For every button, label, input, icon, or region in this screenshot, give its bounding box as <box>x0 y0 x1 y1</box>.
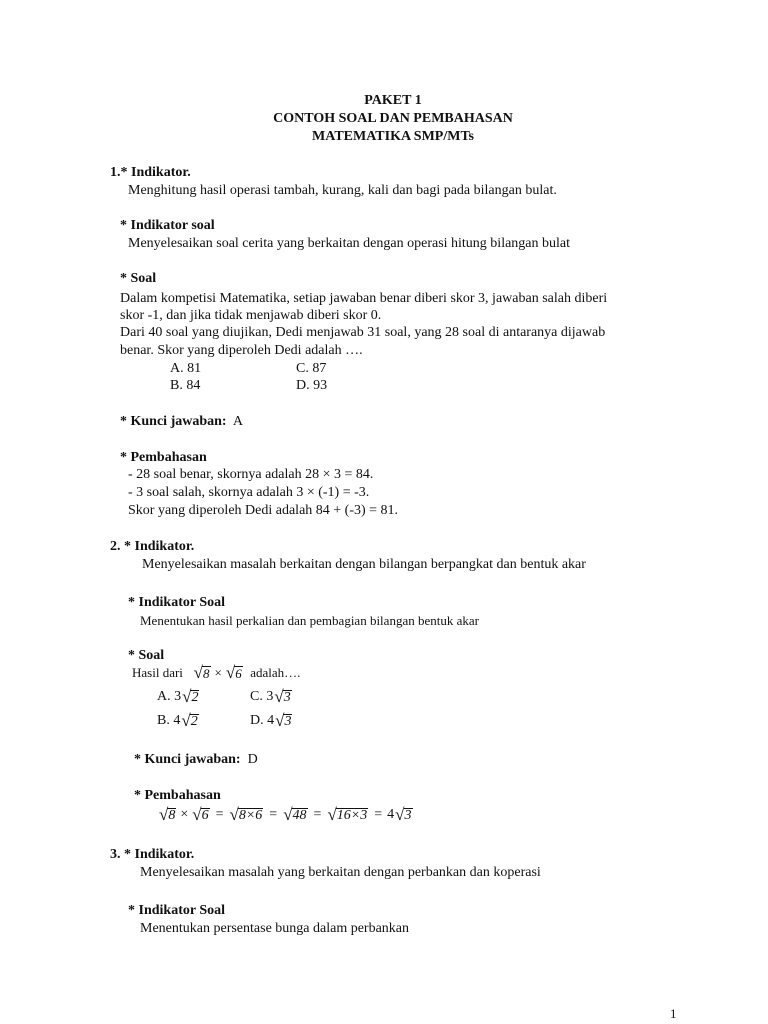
q1-option-d: D. 93 <box>296 378 328 393</box>
q3-indikator-label: 3. * Indikator. <box>110 847 195 862</box>
q2-option-a-prefix: A. 3 <box>157 689 182 704</box>
q1-pembahasan-label: * Pembahasan <box>120 450 207 465</box>
page-number: 1 <box>670 1006 677 1021</box>
q2-option-d <box>250 712 293 729</box>
equals-sign: = <box>215 807 224 822</box>
q2-soal-expression <box>132 664 300 681</box>
q1-indikator-soal-label: * Indikator soal <box>120 218 215 233</box>
q1-indikator-soal-text: Menyelesaikan soal cerita yang berkaitan dengan operasi hitung bilangan bulat <box>128 236 571 251</box>
q2-soal-prefix: Hasil dari <box>132 665 183 680</box>
times-sign: × <box>180 807 189 822</box>
q2-pembahasan-label: * Pembahasan <box>134 788 221 803</box>
sqrt-2: √ 2 <box>182 687 199 706</box>
q2-kunci-label: * Kunci jawaban: <box>134 752 241 767</box>
pembahasan-coefficient: 4 <box>387 807 395 822</box>
q1-soal-line-2: skor -1, dan jika tidak menjawab diberi skor 0. <box>120 308 382 323</box>
equals-sign: = <box>269 807 278 822</box>
q1-pembahasan-line-2: - 3 soal salah, skornya adalah 3 × (-1) = -3. <box>128 485 370 500</box>
sqrt-3: √ 3 <box>275 711 292 730</box>
sqrt-8: √ 8 <box>159 805 176 824</box>
sqrt-2: √ 2 <box>181 711 198 730</box>
sqrt-6: √ 6 <box>192 805 209 824</box>
q1-pembahasan-line-3: Skor yang diperoleh Dedi adalah 84 + (-3) = 81. <box>128 503 399 518</box>
q2-option-c-prefix: C. 3 <box>250 689 274 704</box>
q1-kunci-jawaban <box>120 413 243 430</box>
equals-sign: = <box>374 807 383 822</box>
q1-indikator-text: Menghitung hasil operasi tambah, kurang, kali dan bagi pada bilangan bulat. <box>128 183 557 198</box>
sqrt-8: √ 8 <box>193 663 210 682</box>
sqrt-48: √ 48 <box>283 805 307 824</box>
q2-option-b-prefix: B. 4 <box>157 713 181 728</box>
q2-indikator-label: 2. * Indikator. <box>110 539 195 554</box>
q2-option-d-prefix: D. 4 <box>250 713 275 728</box>
q1-soal-line-3: Dari 40 soal yang diujikan, Dedi menjawab 31 soal, yang 28 soal di antaranya dijawab <box>120 325 606 340</box>
q2-soal-suffix: adalah…. <box>250 665 301 680</box>
q2-indikator-text: Menyelesaikan masalah berkaitan dengan bilangan berpangkat dan bentuk akar <box>142 557 586 572</box>
page-title-line-1: PAKET 1 <box>364 93 422 108</box>
q1-pembahasan-line-1: - 28 soal benar, skornya adalah 28 × 3 = 84. <box>128 467 374 482</box>
sqrt-6: √ 6 <box>225 663 242 682</box>
page-title-line-2: CONTOH SOAL DAN PEMBAHASAN <box>273 111 513 126</box>
q2-indikator-soal-text: Menentukan hasil perkalian dan pembagian bilangan bentuk akar <box>140 613 479 628</box>
q2-option-c <box>250 688 293 705</box>
q1-indikator-label: 1.* Indikator. <box>110 165 191 180</box>
sqrt-8x6: √ 8×6 <box>229 805 263 824</box>
q1-kunci-value: A <box>232 414 243 429</box>
sqrt-3: √ 3 <box>395 805 412 824</box>
q1-soal-line-4: benar. Skor yang diperoleh Dedi adalah …. <box>120 343 363 358</box>
q1-kunci-label: * Kunci jawaban: <box>120 414 227 429</box>
q1-option-b: B. 84 <box>170 378 201 393</box>
q2-kunci-value: D <box>247 752 258 767</box>
q2-kunci-jawaban <box>134 751 258 768</box>
equals-sign: = <box>313 807 322 822</box>
page-title-line-3: MATEMATIKA SMP/MTs <box>312 129 474 144</box>
q2-option-b <box>157 712 200 729</box>
q2-pembahasan-expression <box>158 806 414 823</box>
q2-option-a <box>157 688 200 705</box>
q2-soal-label: * Soal <box>128 648 165 663</box>
q1-option-c: C. 87 <box>296 361 327 376</box>
q1-option-a: A. 81 <box>170 361 202 376</box>
q3-indikator-soal-text: Menentukan persentase bunga dalam perbankan <box>140 921 410 936</box>
q1-soal-label: * Soal <box>120 271 157 286</box>
sqrt-16x3: √ 16×3 <box>327 805 368 824</box>
q1-soal-line-1: Dalam kompetisi Matematika, setiap jawaban benar diberi skor 3, jawaban salah diberi <box>120 291 608 306</box>
times-sign: × <box>214 665 222 680</box>
q3-indikator-text: Menyelesaikan masalah yang berkaitan dengan perbankan dan koperasi <box>140 865 541 880</box>
sqrt-3: √ 3 <box>274 687 291 706</box>
q3-indikator-soal-label: * Indikator Soal <box>128 903 225 918</box>
q2-indikator-soal-label: * Indikator Soal <box>128 595 225 610</box>
